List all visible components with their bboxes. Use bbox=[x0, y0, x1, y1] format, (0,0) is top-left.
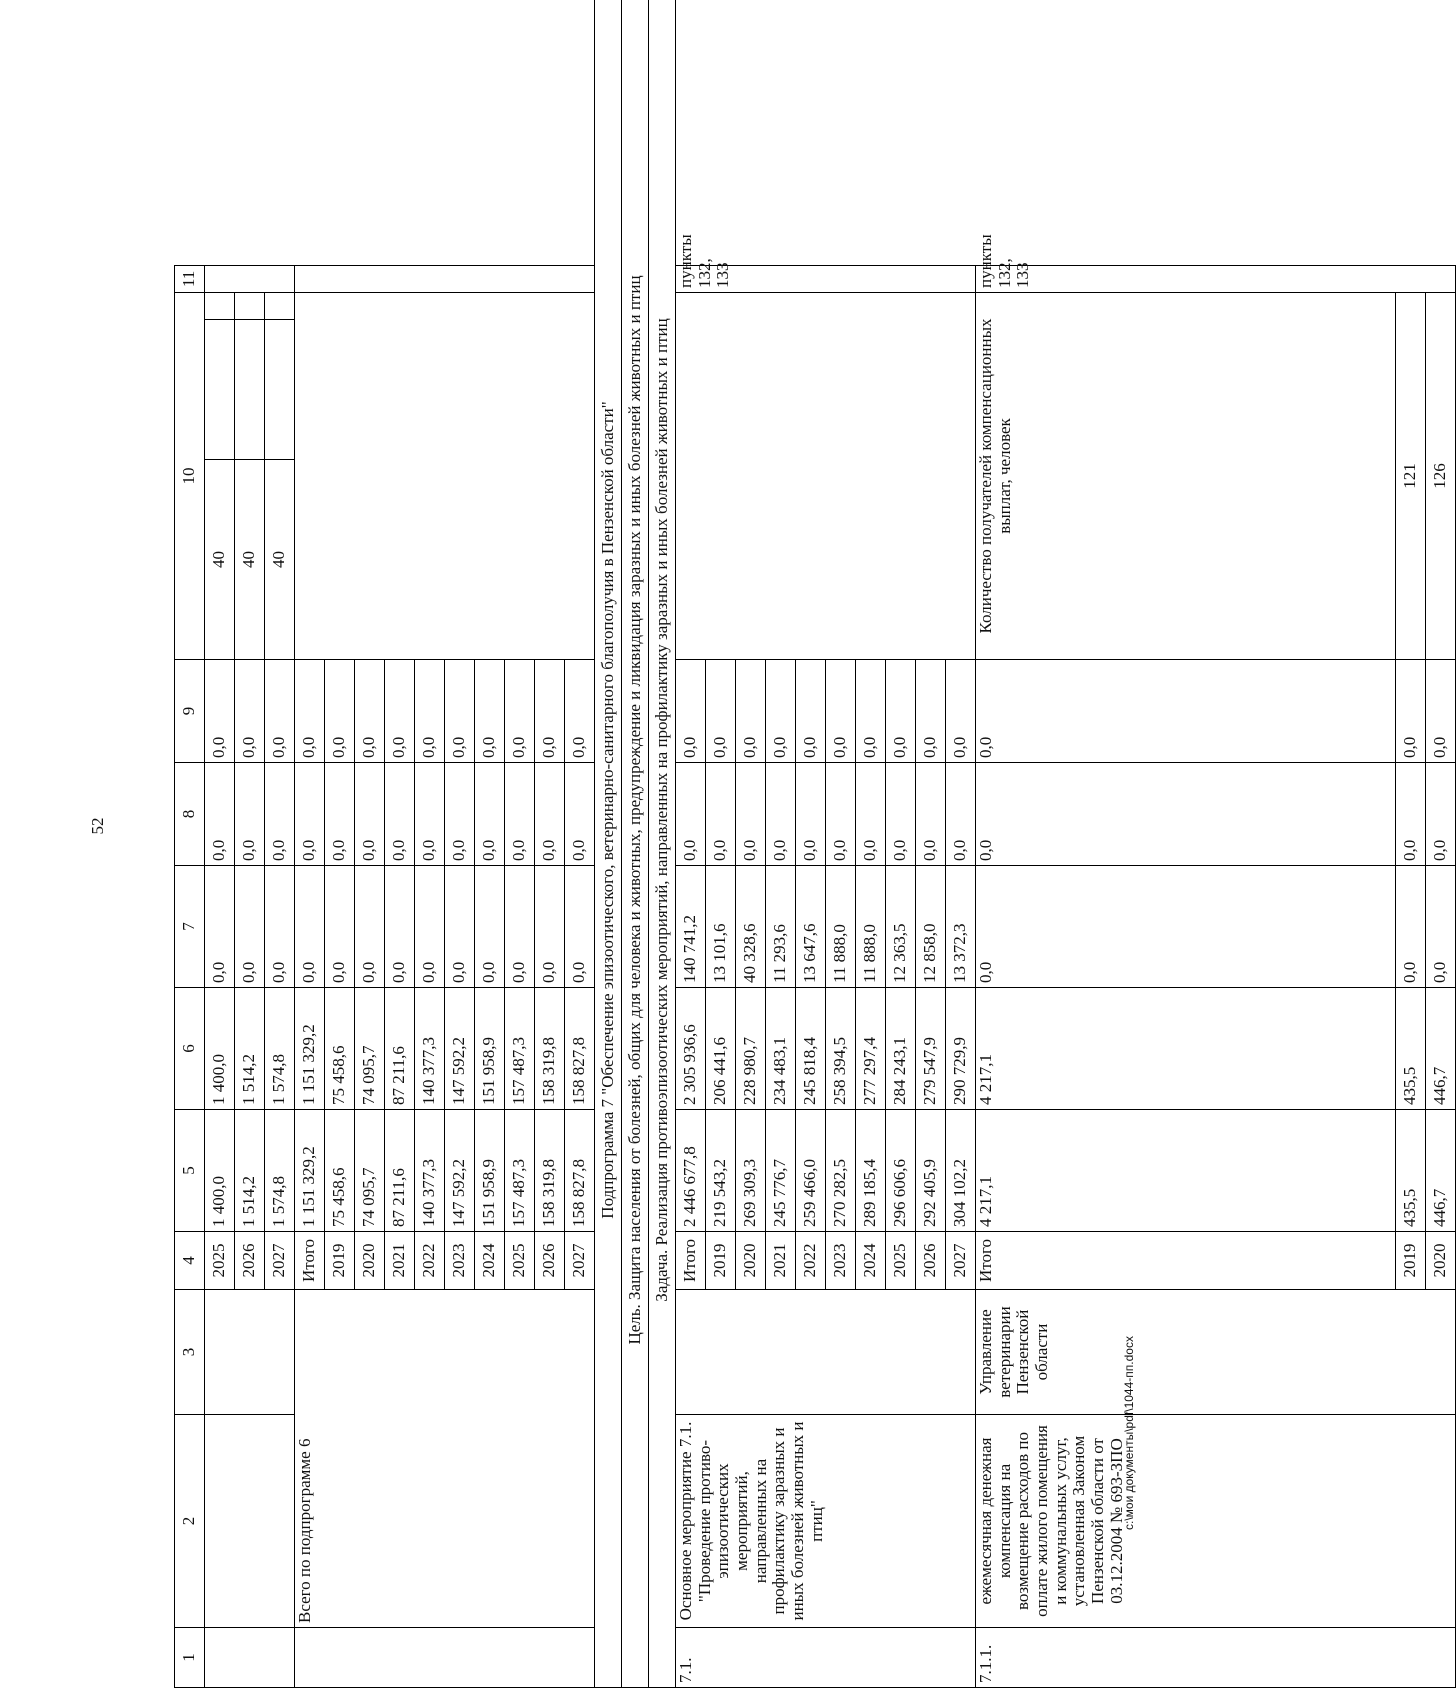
local-budget-cell: 0,0 bbox=[415, 763, 445, 866]
table-body bbox=[175, 0, 1456, 1688]
empty-cell-c10 bbox=[295, 292, 595, 659]
other-sources-cell: 0,0 bbox=[766, 660, 796, 763]
local-budget-cell: 0,0 bbox=[205, 763, 235, 866]
empty-cell-c1 bbox=[295, 1628, 595, 1688]
other-sources-cell: 0,0 bbox=[205, 660, 235, 763]
measure-7-1-1-name: ежемесячная денежная компенсация на возмещение расходов по оплате жилого помещения и коммунальных услуг, установленная Законом Пензенской области от 03.12.2004 № 693-ЗПО bbox=[976, 1415, 1456, 1628]
task-text: Задача. Реализация противоэпизоотических мероприятий, направленных на профилактику заразных и иных болезней животных и птиц bbox=[649, 0, 676, 1688]
regional-budget-cell: 435,5 bbox=[1396, 988, 1426, 1110]
column-number-6: 6 bbox=[175, 988, 205, 1110]
year-cell: 2027 bbox=[946, 1232, 976, 1290]
local-budget-cell: 0,0 bbox=[946, 763, 976, 866]
column-number-11: 11 bbox=[175, 265, 205, 292]
federal-budget-cell: 0,0 bbox=[445, 866, 475, 988]
year-cell: 2020 bbox=[1426, 1232, 1456, 1290]
empty-cell-c2 bbox=[205, 1415, 295, 1628]
column-number-8: 8 bbox=[175, 763, 205, 866]
total-funding-cell: 158 827,8 bbox=[565, 1110, 595, 1232]
total-funding-cell: 289 185,4 bbox=[856, 1110, 886, 1232]
year-cell: 2021 bbox=[385, 1232, 415, 1290]
year-cell: 2025 bbox=[205, 1232, 235, 1290]
other-sources-cell: 0,0 bbox=[565, 660, 595, 763]
goal-text: Цель. Защита населения от болезней, общих для человека и животных, предупреждение и ликвидация заразных и иных болезней животных и птиц bbox=[622, 0, 649, 1688]
federal-budget-cell: 11 888,0 bbox=[826, 866, 856, 988]
indicator-value-cell: 40 bbox=[265, 460, 295, 660]
federal-budget-cell: 13 101,6 bbox=[706, 866, 736, 988]
federal-budget-cell: 0,0 bbox=[235, 866, 265, 988]
year-cell: 2019 bbox=[325, 1232, 355, 1290]
regional-budget-cell: 234 483,1 bbox=[766, 988, 796, 1110]
indicator-subcell bbox=[265, 292, 295, 319]
other-sources-cell: 0,0 bbox=[355, 660, 385, 763]
total-funding-cell: 147 592,2 bbox=[445, 1110, 475, 1232]
empty-cell-c3 bbox=[205, 1290, 295, 1415]
subprogram6-total-label: Всего по подпрограмме 6 bbox=[295, 1290, 595, 1628]
year-cell: 2026 bbox=[535, 1232, 565, 1290]
column-number-1: 1 bbox=[175, 1628, 205, 1688]
regional-budget-cell: 258 394,5 bbox=[826, 988, 856, 1110]
local-budget-cell: 0,0 bbox=[235, 763, 265, 866]
regional-budget-cell: 158 827,8 bbox=[565, 988, 595, 1110]
indicator-subcell bbox=[235, 320, 265, 460]
local-budget-cell: 0,0 bbox=[976, 763, 1396, 866]
federal-budget-cell: 140 741,2 bbox=[676, 866, 706, 988]
regional-budget-cell: 158 319,8 bbox=[535, 988, 565, 1110]
column-number-9: 9 bbox=[175, 660, 205, 763]
total-funding-cell: 4 217,1 bbox=[976, 1110, 1396, 1232]
year-cell: 2022 bbox=[415, 1232, 445, 1290]
total-funding-cell: 87 211,6 bbox=[385, 1110, 415, 1232]
federal-budget-cell: 0,0 bbox=[535, 866, 565, 988]
task-row bbox=[649, 0, 676, 1688]
year-cell: 2025 bbox=[505, 1232, 535, 1290]
indicator-subcell bbox=[235, 292, 265, 319]
other-sources-cell: 0,0 bbox=[295, 660, 325, 763]
federal-budget-cell: 13 372,3 bbox=[946, 866, 976, 988]
total-funding-cell: 157 487,3 bbox=[505, 1110, 535, 1232]
total-funding-cell: 435,5 bbox=[1396, 1110, 1426, 1232]
local-budget-cell: 0,0 bbox=[766, 763, 796, 866]
regional-budget-cell: 284 243,1 bbox=[886, 988, 916, 1110]
other-sources-cell: 0,0 bbox=[976, 660, 1396, 763]
year-cell: Итого bbox=[295, 1232, 325, 1290]
year-cell: 2020 bbox=[355, 1232, 385, 1290]
other-sources-cell: 0,0 bbox=[1426, 660, 1456, 763]
regional-budget-cell: 1 400,0 bbox=[205, 988, 235, 1110]
header-row bbox=[175, 0, 205, 1688]
measure-7-1-1-row bbox=[976, 0, 1396, 1688]
federal-budget-cell: 40 328,6 bbox=[736, 866, 766, 988]
regional-budget-cell: 1 514,2 bbox=[235, 988, 265, 1110]
regional-budget-cell: 2 305 936,6 bbox=[676, 988, 706, 1110]
total-funding-cell: 292 405,9 bbox=[916, 1110, 946, 1232]
local-budget-cell: 0,0 bbox=[475, 763, 505, 866]
total-funding-cell: 259 466,0 bbox=[796, 1110, 826, 1232]
other-sources-cell: 0,0 bbox=[445, 660, 475, 763]
empty-executor-cell bbox=[676, 1290, 976, 1415]
empty-cell-c11 bbox=[205, 265, 295, 292]
regional-budget-cell: 245 818,4 bbox=[796, 988, 826, 1110]
subprogram7-title-row bbox=[595, 0, 622, 1688]
federal-budget-cell: 0,0 bbox=[325, 866, 355, 988]
year-cell: 2019 bbox=[1396, 1232, 1426, 1290]
indicator-value-cell: 40 bbox=[235, 460, 265, 660]
other-sources-cell: 0,0 bbox=[415, 660, 445, 763]
other-sources-cell: 0,0 bbox=[706, 660, 736, 763]
total-funding-cell: 245 776,7 bbox=[766, 1110, 796, 1232]
other-sources-cell: 0,0 bbox=[505, 660, 535, 763]
other-sources-cell: 0,0 bbox=[826, 660, 856, 763]
federal-budget-cell: 0,0 bbox=[205, 866, 235, 988]
indicator-subcell bbox=[265, 320, 295, 460]
other-sources-cell: 0,0 bbox=[916, 660, 946, 763]
year-cell: 2023 bbox=[826, 1232, 856, 1290]
column-number-4: 4 bbox=[175, 1232, 205, 1290]
subprogram7-title: Подпрограмма 7 "Обеспечение эпизоотического, ветеринарно-санитарного благополучия в Пензенской области" bbox=[595, 0, 622, 1688]
local-budget-cell: 0,0 bbox=[886, 763, 916, 866]
total-funding-cell: 74 095,7 bbox=[355, 1110, 385, 1232]
empty-cell-c10 bbox=[676, 292, 976, 659]
total-funding-cell: 446,7 bbox=[1426, 1110, 1456, 1232]
total-funding-cell: 269 309,3 bbox=[736, 1110, 766, 1232]
year-cell: Итого bbox=[976, 1232, 1396, 1290]
local-budget-cell: 0,0 bbox=[706, 763, 736, 866]
local-budget-cell: 0,0 bbox=[445, 763, 475, 866]
regional-budget-cell: 228 980,7 bbox=[736, 988, 766, 1110]
column-number-2: 2 bbox=[175, 1415, 205, 1628]
federal-budget-cell: 12 363,5 bbox=[886, 866, 916, 988]
local-budget-cell: 0,0 bbox=[796, 763, 826, 866]
column-number-5: 5 bbox=[175, 1110, 205, 1232]
column-number-3: 3 bbox=[175, 1290, 205, 1415]
year-cell: 2025 bbox=[886, 1232, 916, 1290]
regional-budget-cell: 446,7 bbox=[1426, 988, 1456, 1110]
column-number-10: 10 bbox=[175, 292, 205, 659]
executor-name: Управление ветеринарии Пензенской области bbox=[976, 1290, 1456, 1415]
local-budget-cell: 0,0 bbox=[325, 763, 355, 866]
measure-7-1-reference: пункты 132, 133 bbox=[676, 265, 976, 292]
total-funding-cell: 219 543,2 bbox=[706, 1110, 736, 1232]
indicator-name: Количество получателей компенсационных выплат, человек bbox=[976, 292, 1396, 659]
regional-budget-cell: 206 441,6 bbox=[706, 988, 736, 1110]
federal-budget-cell: 12 858,0 bbox=[916, 866, 946, 988]
empty-cell-c11 bbox=[295, 265, 595, 292]
measure-7-1-name: Основное мероприятие 7.1. "Проведение противо-эпизоотических мероприятий, направленных на профилактику заразных и иных болезней животных и птиц" bbox=[676, 1415, 976, 1628]
federal-budget-cell: 0,0 bbox=[976, 866, 1396, 988]
other-sources-cell: 0,0 bbox=[325, 660, 355, 763]
local-budget-cell: 0,0 bbox=[1426, 763, 1456, 866]
other-sources-cell: 0,0 bbox=[676, 660, 706, 763]
total-funding-cell: 270 282,5 bbox=[826, 1110, 856, 1232]
year-cell: 2027 bbox=[565, 1232, 595, 1290]
regional-budget-cell: 75 458,6 bbox=[325, 988, 355, 1110]
indicator-subcell bbox=[205, 320, 235, 460]
local-budget-cell: 0,0 bbox=[856, 763, 886, 866]
regional-budget-cell: 277 297,4 bbox=[856, 988, 886, 1110]
other-sources-cell: 0,0 bbox=[736, 660, 766, 763]
year-cell: 2024 bbox=[475, 1232, 505, 1290]
federal-budget-cell: 0,0 bbox=[505, 866, 535, 988]
other-sources-cell: 0,0 bbox=[1396, 660, 1426, 763]
federal-budget-cell: 0,0 bbox=[415, 866, 445, 988]
other-sources-cell: 0,0 bbox=[856, 660, 886, 763]
indicator-subcell bbox=[205, 292, 235, 319]
empty-cell-c1 bbox=[205, 1628, 295, 1688]
regional-budget-cell: 87 211,6 bbox=[385, 988, 415, 1110]
measure-7-1-row bbox=[676, 0, 706, 1688]
year-cell: Итого bbox=[676, 1232, 706, 1290]
federal-budget-cell: 0,0 bbox=[565, 866, 595, 988]
local-budget-cell: 0,0 bbox=[826, 763, 856, 866]
regional-budget-cell: 1 574,8 bbox=[265, 988, 295, 1110]
local-budget-cell: 0,0 bbox=[736, 763, 766, 866]
total-funding-cell: 296 606,6 bbox=[886, 1110, 916, 1232]
measure-number: 7.1.1. bbox=[976, 1628, 1456, 1688]
year-cell: 2024 bbox=[856, 1232, 886, 1290]
other-sources-cell: 0,0 bbox=[946, 660, 976, 763]
local-budget-cell: 0,0 bbox=[916, 763, 946, 866]
total-funding-cell: 75 458,6 bbox=[325, 1110, 355, 1232]
rotated-table-container bbox=[174, 33, 1450, 1688]
local-budget-cell: 0,0 bbox=[676, 763, 706, 866]
regional-budget-cell: 290 729,9 bbox=[946, 988, 976, 1110]
total-funding-cell: 304 102,2 bbox=[946, 1110, 976, 1232]
federal-budget-cell: 0,0 bbox=[265, 866, 295, 988]
other-sources-cell: 0,0 bbox=[235, 660, 265, 763]
regional-budget-cell: 4 217,1 bbox=[976, 988, 1396, 1110]
other-sources-cell: 0,0 bbox=[535, 660, 565, 763]
federal-budget-cell: 0,0 bbox=[1396, 866, 1426, 988]
total-funding-cell: 1 400,0 bbox=[205, 1110, 235, 1232]
local-budget-cell: 0,0 bbox=[505, 763, 535, 866]
program-budget-table bbox=[174, 0, 1456, 1688]
indicator-value-cell: 121 bbox=[1396, 292, 1426, 659]
local-budget-cell: 0,0 bbox=[265, 763, 295, 866]
total-funding-cell: 158 319,8 bbox=[535, 1110, 565, 1232]
total-funding-cell: 1 151 329,2 bbox=[295, 1110, 325, 1232]
regional-budget-cell: 74 095,7 bbox=[355, 988, 385, 1110]
year-cell: 2026 bbox=[916, 1232, 946, 1290]
regional-budget-cell: 140 377,3 bbox=[415, 988, 445, 1110]
other-sources-cell: 0,0 bbox=[265, 660, 295, 763]
federal-budget-cell: 0,0 bbox=[295, 866, 325, 988]
regional-budget-cell: 279 547,9 bbox=[916, 988, 946, 1110]
year-cell: 2023 bbox=[445, 1232, 475, 1290]
other-sources-cell: 0,0 bbox=[796, 660, 826, 763]
local-budget-cell: 0,0 bbox=[355, 763, 385, 866]
year-cell: 2020 bbox=[736, 1232, 766, 1290]
goal-row bbox=[622, 0, 649, 1688]
federal-budget-cell: 11 293,6 bbox=[766, 866, 796, 988]
local-budget-cell: 0,0 bbox=[295, 763, 325, 866]
indicator-value-cell: 40 bbox=[205, 460, 235, 660]
year-cell: 2021 bbox=[766, 1232, 796, 1290]
measure-number: 7.1. bbox=[676, 1628, 976, 1688]
regional-budget-cell: 157 487,3 bbox=[505, 988, 535, 1110]
column-number-7: 7 bbox=[175, 866, 205, 988]
other-sources-cell: 0,0 bbox=[385, 660, 415, 763]
federal-budget-cell: 0,0 bbox=[1426, 866, 1456, 988]
other-sources-cell: 0,0 bbox=[886, 660, 916, 763]
footer-file-path-text: c:\мои документы\pdf\1044-пп.docx bbox=[1122, 1336, 1136, 1530]
regional-budget-cell: 151 958,9 bbox=[475, 988, 505, 1110]
total-funding-cell: 1 574,8 bbox=[265, 1110, 295, 1232]
continuation-row bbox=[205, 0, 235, 1688]
regional-budget-cell: 147 592,2 bbox=[445, 988, 475, 1110]
federal-budget-cell: 0,0 bbox=[475, 866, 505, 988]
page-number: 52 bbox=[88, 817, 107, 835]
year-cell: 2019 bbox=[706, 1232, 736, 1290]
measure-7-1-1-reference: пункты 132, 133 bbox=[976, 265, 1456, 292]
year-cell: 2026 bbox=[235, 1232, 265, 1290]
subprogram6-total-row bbox=[295, 0, 325, 1688]
federal-budget-cell: 0,0 bbox=[355, 866, 385, 988]
local-budget-cell: 0,0 bbox=[535, 763, 565, 866]
total-funding-cell: 140 377,3 bbox=[415, 1110, 445, 1232]
regional-budget-cell: 1 151 329,2 bbox=[295, 988, 325, 1110]
local-budget-cell: 0,0 bbox=[565, 763, 595, 866]
other-sources-cell: 0,0 bbox=[475, 660, 505, 763]
indicator-value-cell: 126 bbox=[1426, 292, 1456, 659]
federal-budget-cell: 13 647,6 bbox=[796, 866, 826, 988]
year-cell: 2027 bbox=[265, 1232, 295, 1290]
total-funding-cell: 2 446 677,8 bbox=[676, 1110, 706, 1232]
federal-budget-cell: 11 888,0 bbox=[856, 866, 886, 988]
year-cell: 2022 bbox=[796, 1232, 826, 1290]
total-funding-cell: 151 958,9 bbox=[475, 1110, 505, 1232]
local-budget-cell: 0,0 bbox=[1396, 763, 1426, 866]
federal-budget-cell: 0,0 bbox=[385, 866, 415, 988]
local-budget-cell: 0,0 bbox=[385, 763, 415, 866]
total-funding-cell: 1 514,2 bbox=[235, 1110, 265, 1232]
